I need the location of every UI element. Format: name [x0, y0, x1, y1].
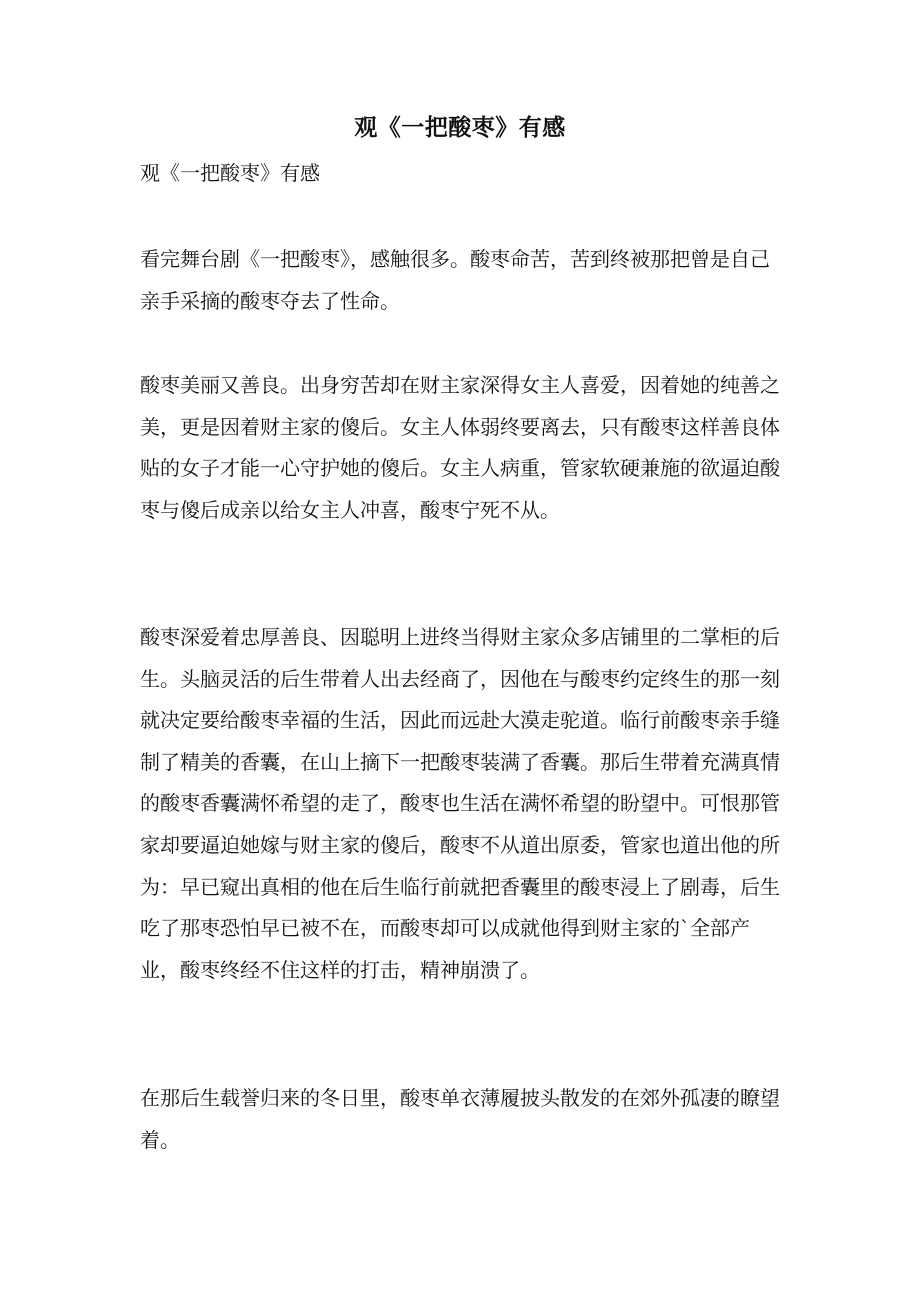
paragraph-4: 在那后生载誉归来的冬日里，酸枣单衣薄履披头散发的在郊外孤凄的瞭望着。 [140, 1086, 780, 1152]
paragraph-2: 酸枣美丽又善良。出身穷苦却在财主家深得女主人喜爱，因着她的纯善之美，更是因着财主家的傻后。女主人体弱终要离去，只有酸枣这样善良体贴的女子才能一心守护她的傻后。女主人病重，管家软硬兼施的欲逼迫酸枣与傻后成亲以给女主人冲喜，酸枣宁死不从。 [140, 373, 780, 522]
paragraph-3: 酸枣深爱着忠厚善良、因聪明上进终当得财主家众多店铺里的二掌柜的后生。头脑灵活的后生带着人出去经商了，因他在与酸枣约定终生的那一刻就决定要给酸枣幸福的生活，因此而远赴大漠走驼道。临行前酸枣亲手缝制了精美的香囊，在山上摘下一把酸枣装满了香囊。那后生带着充满真情的酸枣香囊满怀希望的走了，酸枣也生活在满怀希望的盼望中。可恨那管家却要逼迫她嫁与财主家的傻后，酸枣不从道出原委，管家也道出他的所为：早已窥出真相的他在后生临行前就把香囊里的酸枣浸上了剧毒，后生吃了那枣恐怕早已被不在，而酸枣却可以成就他得到财主家的`全部产业，酸枣终经不住这样的打击，精神崩溃了。 [140, 625, 780, 982]
paragraph-1: 看完舞台剧《一把酸枣》，感触很多。酸枣命苦，苦到终被那把曾是自己亲手采摘的酸枣夺去了性命。 [140, 247, 770, 313]
document-subtitle: 观《一把酸枣》有感 [140, 161, 320, 185]
document-title: 观《一把酸枣》有感 [354, 114, 566, 141]
